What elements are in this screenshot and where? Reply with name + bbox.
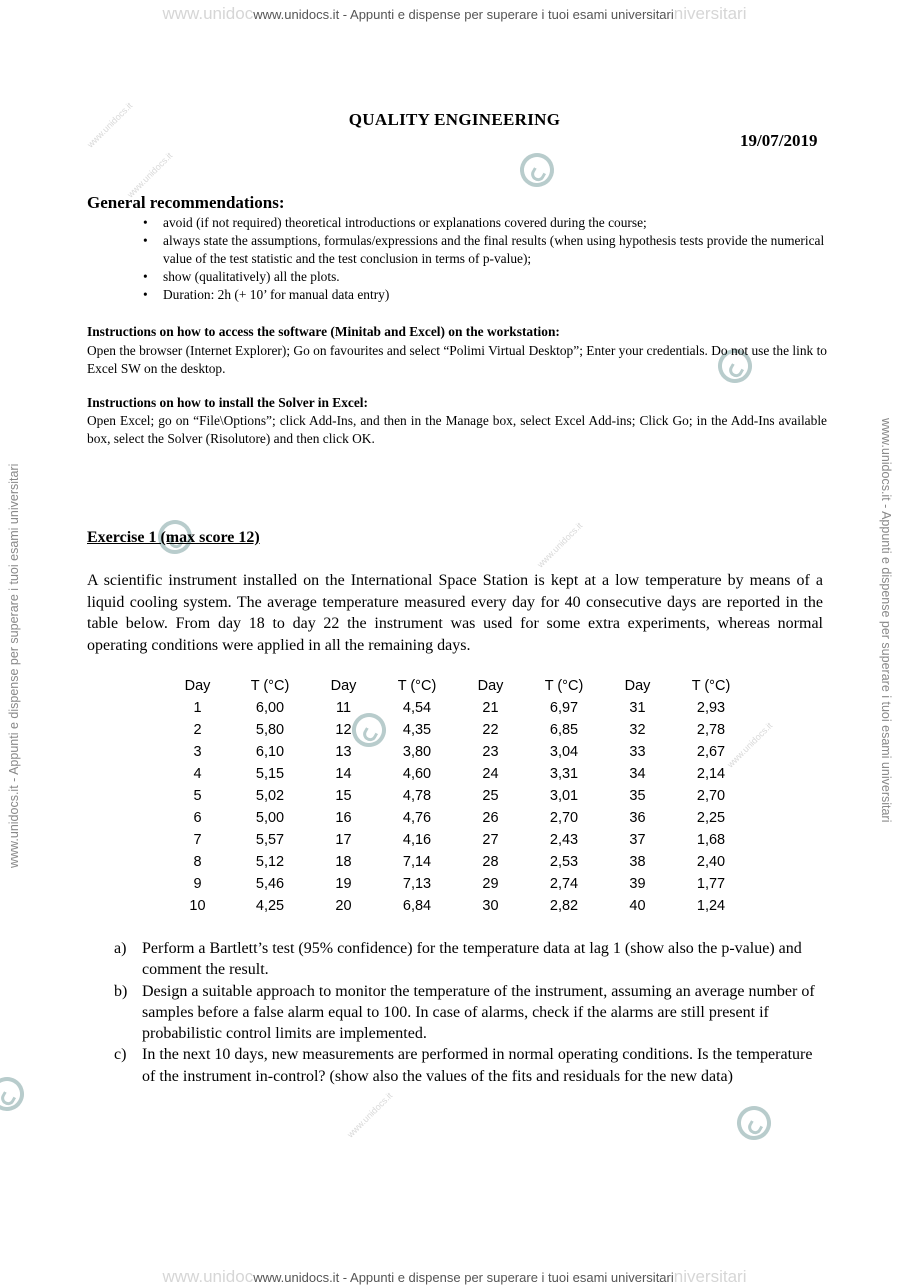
temperature-cell: 5,00	[255, 810, 285, 826]
temperature-cell: 2,74	[549, 876, 579, 892]
temperature-cell: 1,77	[696, 876, 726, 892]
temperature-cell: 5,80	[255, 722, 285, 738]
recommendation-item: • avoid (if not required) theoretical introductions or explanations covered during the course;	[163, 214, 825, 232]
temperature-cell: 5,12	[255, 854, 285, 870]
watermark-ghost-right: niversitari	[673, 1267, 747, 1286]
day-cell: 15	[335, 788, 352, 804]
table-row	[165, 697, 751, 719]
questions-list	[114, 938, 826, 1087]
day-cell: 8	[193, 854, 202, 870]
question-item	[114, 1044, 826, 1087]
watermark-side-left: www.unidocs.it - Appunti e dispense per superare i tuoi esami universitari	[7, 463, 21, 868]
recommendation-item: • show (qualitatively) all the plots.	[163, 268, 825, 286]
general-recommendations-heading: General recommendations:	[87, 193, 285, 212]
column-header: T (°C)	[691, 678, 731, 694]
temperature-cell: 6,00	[255, 700, 285, 716]
question-label: c)	[114, 1046, 127, 1064]
column-header: T (°C)	[250, 678, 290, 694]
solver-instructions-heading: Instructions on how to install the Solver in Excel:	[87, 395, 368, 410]
temperature-cell: 2,67	[696, 744, 726, 760]
temperature-cell: 7,14	[402, 854, 432, 870]
temperature-cell: 3,04	[549, 744, 579, 760]
table-row	[165, 741, 751, 763]
question-text: Design a suitable approach to monitor the temperature of the instrument, assuming an average number of samples before a false alarm equal to 100. In case of alarms, check if the alarms are still present if probabilistic control limits are implemented.	[142, 982, 815, 1043]
watermark-header	[0, 4, 909, 24]
day-cell: 12	[335, 722, 352, 738]
temperature-cell: 4,25	[255, 898, 285, 914]
unidocs-logo-icon	[0, 1071, 30, 1117]
temperature-cell: 2,78	[696, 722, 726, 738]
day-cell: 26	[482, 810, 499, 826]
document-title: QUALITY ENGINEERING	[348, 110, 561, 129]
day-cell: 33	[629, 744, 646, 760]
watermark-ghost-left: www.unidoc	[162, 4, 254, 23]
access-instructions-text: Open the browser (Internet Explorer); Go on favourites and select “Polimi Virtual Desktop”; Enter your credentials. Do not use the link to Excel SW on the desktop.	[87, 343, 827, 376]
day-cell: 38	[629, 854, 646, 870]
temperature-cell: 2,53	[549, 854, 579, 870]
temperature-cell: 4,60	[402, 766, 432, 782]
temperature-cell: 2,70	[696, 788, 726, 804]
day-cell: 21	[482, 700, 499, 716]
temperature-cell: 3,31	[549, 766, 579, 782]
column-header: Day	[330, 678, 357, 694]
temperature-cell: 5,02	[255, 788, 285, 804]
day-cell: 14	[335, 766, 352, 782]
day-cell: 20	[335, 898, 352, 914]
temperature-cell: 4,76	[402, 810, 432, 826]
column-header: Day	[477, 678, 504, 694]
day-cell: 13	[335, 744, 352, 760]
day-cell: 24	[482, 766, 499, 782]
temperature-cell: 2,82	[549, 898, 579, 914]
table-row	[165, 851, 751, 873]
question-text: Perform a Bartlett’s test (95% confidence) for the temperature data at lag 1 (show also the p-value) and comment the result.	[142, 940, 802, 979]
watermark-small: www.unidocs.it	[535, 520, 585, 570]
day-cell: 10	[189, 898, 206, 914]
day-cell: 39	[629, 876, 646, 892]
temperature-cell: 3,80	[402, 744, 432, 760]
watermark-footer-text: www.unidocs.it - Appunti e dispense per superare i tuoi esami universitari	[253, 1270, 674, 1285]
day-cell: 4	[193, 766, 202, 782]
temperature-cell: 2,40	[696, 854, 726, 870]
temperature-cell: 2,14	[696, 766, 726, 782]
day-cell: 18	[335, 854, 352, 870]
day-cell: 40	[629, 898, 646, 914]
temperature-cell: 3,01	[549, 788, 579, 804]
day-cell: 29	[482, 876, 499, 892]
temperature-cell: 4,78	[402, 788, 432, 804]
day-cell: 35	[629, 788, 646, 804]
day-cell: 25	[482, 788, 499, 804]
table-row	[165, 785, 751, 807]
table-row	[165, 719, 751, 741]
recommendation-item: • always state the assumptions, formulas/expressions and the final results (when using hypothesis tests provide the numerical value of the test statistic and the test conclusion in terms of p-value);	[163, 232, 825, 268]
day-cell: 3	[193, 744, 202, 760]
temperature-cell: 2,70	[549, 810, 579, 826]
table-row	[165, 873, 751, 895]
table-row	[165, 807, 751, 829]
day-cell: 1	[193, 700, 202, 716]
watermark-small: www.unidocs.it	[345, 1090, 395, 1140]
day-cell: 9	[193, 876, 202, 892]
watermark-footer	[0, 1267, 909, 1287]
day-cell: 36	[629, 810, 646, 826]
watermark-side-right: www.unidocs.it - Appunti e dispense per superare i tuoi esami universitari	[879, 418, 893, 823]
access-instructions-heading: Instructions on how to access the software (Minitab and Excel) on the workstation:	[87, 324, 560, 339]
table-row	[165, 895, 751, 917]
temperature-cell: 1,24	[696, 898, 726, 914]
day-cell: 7	[193, 832, 202, 848]
recommendation-item: • Duration: 2h (+ 10’ for manual data entry)	[163, 286, 825, 304]
table-row	[165, 763, 751, 785]
question-label: b)	[114, 982, 128, 1000]
exercise-title: Exercise 1 (max score 12)	[87, 529, 260, 546]
temperature-cell: 2,93	[696, 700, 726, 716]
temperature-cell: 5,15	[255, 766, 285, 782]
solver-instructions-text: Open Excel; go on “File\Options”; click Add-Ins, and then in the Manage box, select Excel Add-ins; Click Go; in the Add-Ins available box, select the Solver (Risolutore) and then click OK.	[87, 413, 827, 446]
temperature-cell: 1,68	[696, 832, 726, 848]
question-item	[114, 938, 826, 981]
watermark-ghost-right: niversitari	[673, 4, 747, 23]
temperature-cell: 5,46	[255, 876, 285, 892]
day-cell: 17	[335, 832, 352, 848]
day-cell: 32	[629, 722, 646, 738]
temperature-cell: 7,13	[402, 876, 432, 892]
day-cell: 16	[335, 810, 352, 826]
watermark-small: www.unidocs.it	[125, 150, 175, 200]
temperature-cell: 2,25	[696, 810, 726, 826]
day-cell: 23	[482, 744, 499, 760]
temperature-cell: 6,85	[549, 722, 579, 738]
temperature-cell: 4,35	[402, 722, 432, 738]
question-item	[114, 981, 826, 1045]
table-row	[165, 829, 751, 851]
temperature-cell: 6,97	[549, 700, 579, 716]
question-label: a)	[114, 940, 127, 957]
table-header-row	[165, 675, 751, 697]
day-cell: 22	[482, 722, 499, 738]
temperature-cell: 2,43	[549, 832, 579, 848]
day-cell: 2	[193, 722, 202, 738]
day-cell: 19	[335, 876, 352, 892]
day-cell: 6	[193, 810, 202, 826]
watermark-header-text: www.unidocs.it - Appunti e dispense per superare i tuoi esami universitari	[253, 7, 674, 22]
unidocs-logo-icon	[514, 147, 560, 193]
day-cell: 27	[482, 832, 499, 848]
column-header: Day	[624, 678, 651, 694]
watermark-small: www.unidocs.it	[725, 720, 775, 770]
temperature-table	[165, 675, 751, 917]
day-cell: 11	[335, 700, 352, 716]
watermark-small: www.unidocs.it	[85, 100, 135, 150]
temperature-cell: 4,16	[402, 832, 432, 848]
unidocs-logo-icon	[731, 1100, 777, 1146]
day-cell: 28	[482, 854, 499, 870]
day-cell: 5	[193, 788, 202, 804]
document-date: 19/07/2019	[740, 131, 818, 150]
exercise-intro: A scientific instrument installed on the International Space Station is kept at a low temperature by means of a liquid cooling system. The average temperature measured every day for 40 consecutive days are reported in the table below. From day 18 to day 22 the instrument was used for some extra experiments, whereas normal operating conditions were applied in all the remaining days.	[87, 572, 823, 654]
temperature-cell: 6,84	[402, 898, 432, 914]
table-body	[165, 697, 751, 917]
day-cell: 34	[629, 766, 646, 782]
temperature-cell: 5,57	[255, 832, 285, 848]
temperature-cell: 6,10	[255, 744, 285, 760]
temperature-cell: 4,54	[402, 700, 432, 716]
day-cell: 31	[629, 700, 646, 716]
day-cell: 37	[629, 832, 646, 848]
question-text: In the next 10 days, new measurements are performed in normal operating conditions. Is the temperature of the instrument in-control? (show also the values of the fits and residuals for the new data)	[142, 1046, 813, 1085]
column-header: T (°C)	[397, 678, 437, 694]
day-cell: 30	[482, 898, 499, 914]
recommendations-list	[163, 214, 825, 304]
watermark-ghost-left: www.unidoc	[162, 1267, 254, 1286]
column-header: Day	[184, 678, 211, 694]
column-header: T (°C)	[544, 678, 584, 694]
